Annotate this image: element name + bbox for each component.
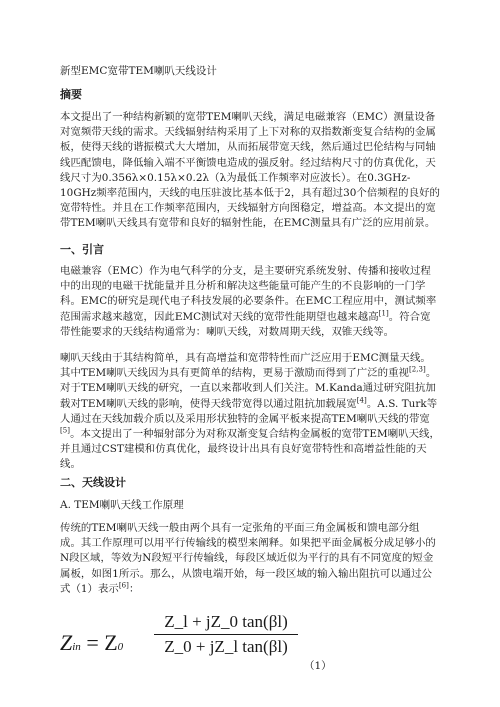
abstract-paragraph: 本文提出了一种结构新颖的宽带TEM喇叭天线，满足电磁兼容（EMC）测量设备对宽频带天线的需求。天线辐射结构采用了上下对称的双指数渐变复合结构的金属板，使得天线的谐振模式大大增加，从而拓展带宽天线，然后通过巴伦结构与同轴线匹配馈电，降低输入端不平衡馈电造成的强反射。经过结构尺寸的仿真优化，天线尺寸为0.356λ×0.15λ×0.2λ（λ为最低工作频率对应波长）。在0.3GHz-10GHz频率范围内，天线的电压驻波比基本低于2，具有超过30个倍频程的良好的宽带特性。并且在工作频率范围内，天线辐射方向图稳定，增益高。本文提出的宽带TEM喇叭天线具有宽带和良好的辐射性能，在EMC测量具有广泛的应用前景。: [60, 111, 440, 230]
formula-z0-sub: 0: [117, 641, 124, 653]
formula-z-in-sub: in: [72, 641, 81, 653]
text-run: 。对于TEM喇叭天线的研究，一直以来都收到人们关注。M.Kanda通过研究阻抗加载对TEM喇叭天线的影响，使得天线带宽得以通过阻抗加载展宽: [60, 367, 437, 410]
text-run: 。A.S. Turk等人通过在天线加载介质以及采用形状独特的金属平板来提高TEM喇叭天线的带宽: [60, 397, 438, 425]
section-1-paragraph-1: [60, 264, 440, 340]
section-1-heading: 一、引言: [60, 243, 104, 256]
citation-ref: [6]: [118, 581, 129, 590]
formula-z-in: Z: [60, 630, 73, 655]
formula-denominator: Z_0 + jZ_l tan(βl): [164, 637, 288, 656]
citation-ref: [4]: [356, 396, 367, 405]
citation-ref: [1]: [378, 309, 389, 318]
text-run: 。符合宽带性能要求的天线结构通常为：喇叭天线，对数周期天线，双锥天线等。: [60, 310, 431, 338]
formula-number: （1）: [304, 660, 332, 672]
text-run: 电磁兼容（EMC）作为电气科学的分支，是主要研究系统发射、传播和接收过程中的出现的电磁干扰能量并且分析和解决这些能量可能产生的不良影响的一门学科。EMC的研究是现代电子科技发展的必要条件。在EMC工程应用中，测试频率范围需求越来越宽，因此EMC测试对天线的宽带性能期望也越来越高: [60, 265, 437, 323]
citation-ref: [2,3]: [408, 365, 426, 374]
formula-numerator: Z_l + jZ_0 tan(βl): [164, 612, 288, 631]
impedance-formula: [60, 612, 340, 682]
formula-lhs: [60, 630, 123, 656]
formula-equals: = Z: [86, 630, 118, 655]
section-2-heading: 二、天线设计: [60, 476, 126, 489]
section-2a-subheading: A. TEM喇叭天线工作原理: [60, 499, 184, 511]
text-run: ：: [128, 582, 140, 595]
text-run: 传统的TEM喇叭天线一般由两个具有一定张角的平面三角金属板和馈电部分组成。其工作原理可以用平行传输线的模型来阐释。如果把平面金属板分成足够小的N段区域，等效为N段短平行传输线，每段区域近似为平行的具有不同宽度的短金属板，如图1所示。那么，从馈电端开始，每一段区域的输入输出阻抗可以通过公式（1）表示: [60, 522, 436, 595]
abstract-heading: 摘要: [60, 88, 82, 101]
section-2-paragraph-1: [60, 521, 440, 597]
formula-fraction: [152, 612, 300, 657]
text-run: 喇叭天线由于其结构简单，具有高增益和宽带特性而广泛应用于EMC测量天线。其中TEM喇叭天线因为具有更简单的结构，更易于激励而得到了广泛的重视: [60, 352, 431, 380]
section-1-paragraph-2: [60, 351, 440, 473]
text-run: 。本文提出了一种辐射部分为对称双渐变复合结构金属板的宽带TEM喇叭天线，并且通过CST建模和仿真优化，最终设计出具有良好宽带特性和高增益性能的天线。: [60, 428, 440, 471]
citation-ref: [5]: [60, 426, 71, 435]
paper-title: 新型EMC宽带TEM喇叭天线设计: [60, 65, 217, 77]
